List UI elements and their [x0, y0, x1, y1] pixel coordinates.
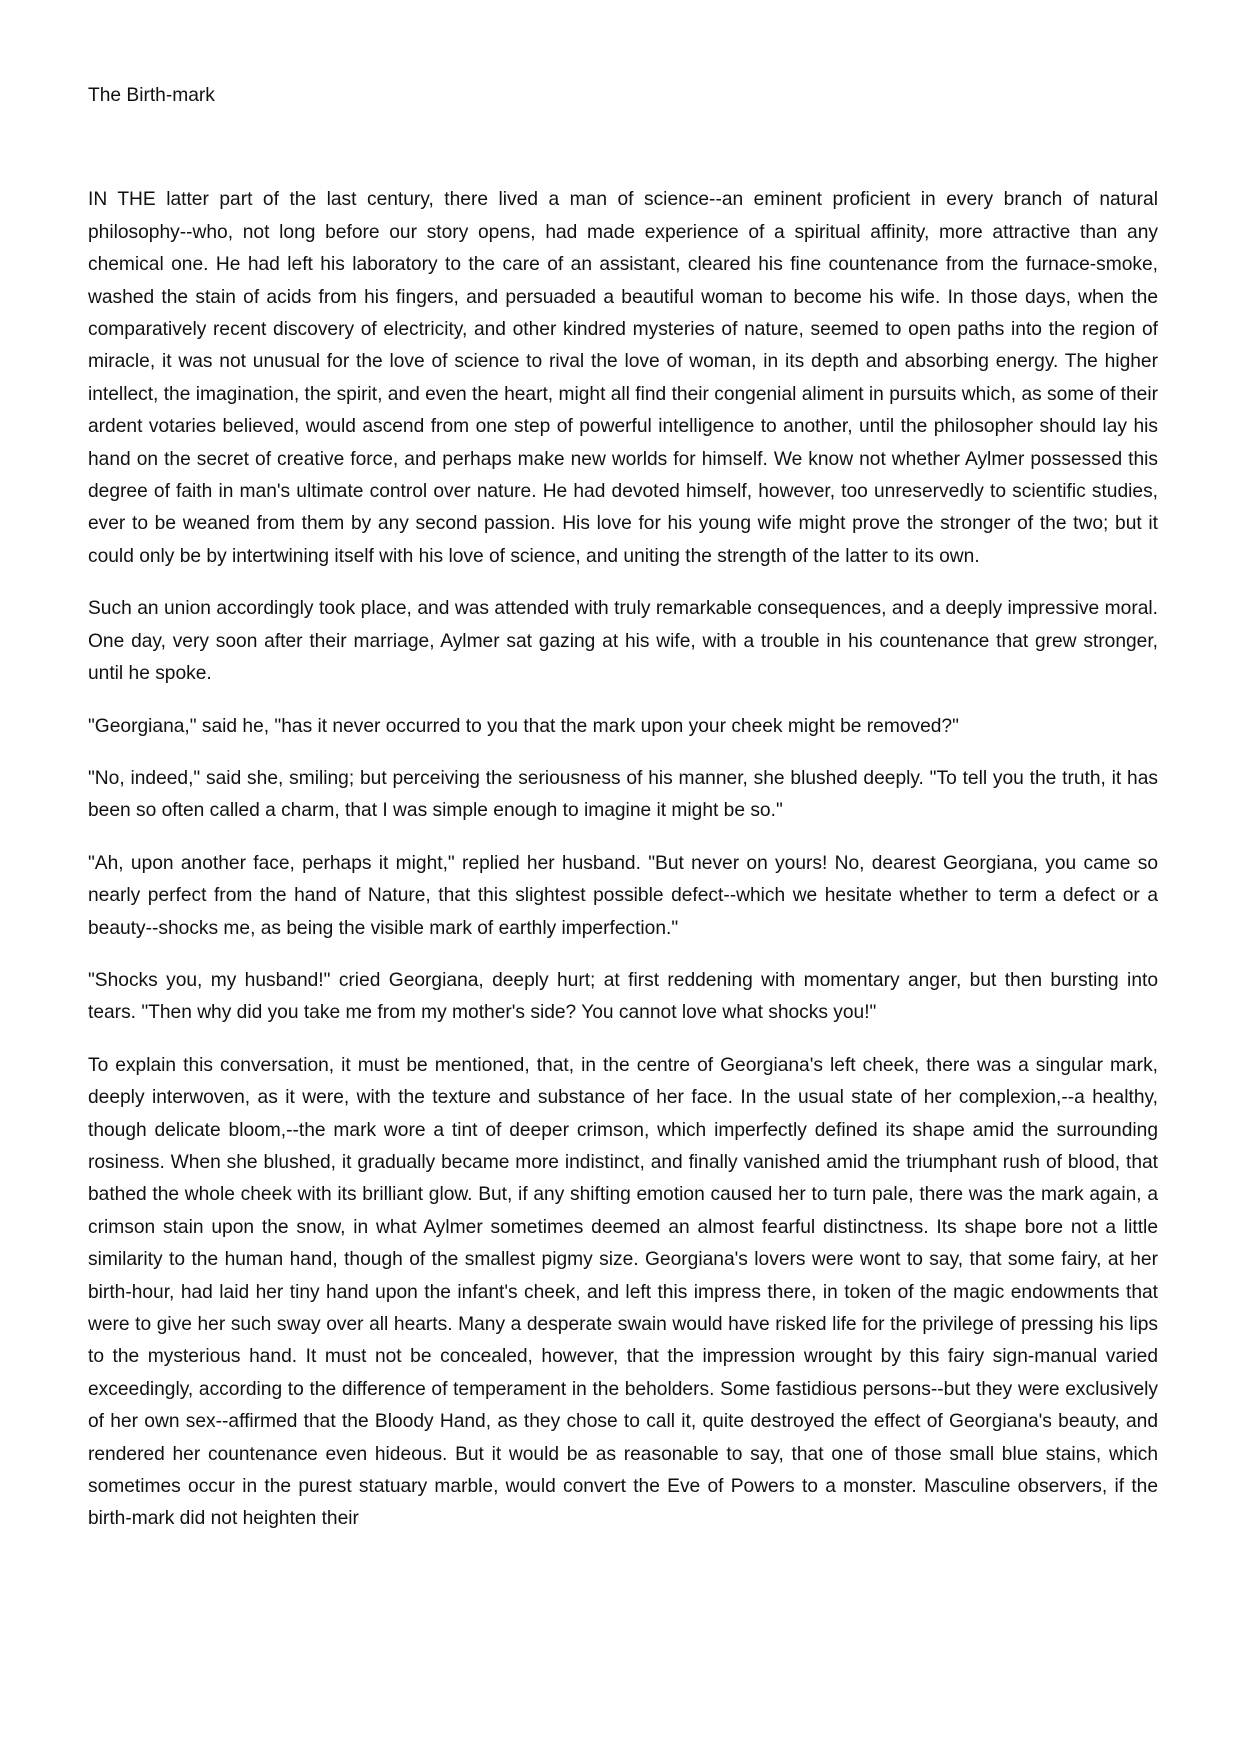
document-page — [88, 80, 1158, 1556]
paragraph-4: "No, indeed," said she, smiling; but perceiving the seriousness of his manner, she blushed deeply. "To tell you the truth, it has been so often called a charm, that I was simple enough to imagine it might be so." — [88, 767, 1158, 822]
paragraph-6: "Shocks you, my husband!" cried Georgiana, deeply hurt; at first reddening with momentary anger, but then bursting into tears. "Then why did you take me from my mother's side? You cannot love what shocks you!" — [88, 969, 1158, 1024]
paragraph-2: Such an union accordingly took place, and was attended with truly remarkable consequences, and a deeply impressive moral. One day, very soon after their marriage, Aylmer sat gazing at his wife, with a trouble in his countenance that grew stronger, until he spoke. — [88, 598, 1158, 685]
paragraph-5: "Ah, upon another face, perhaps it might," replied her husband. "But never on yours! No, dearest Georgiana, you came so nearly perfect from the hand of Nature, that this slightest possible defect--which we hesitate whether to term a defect or a beauty--shocks me, as being the visible mark of earthly imperfection." — [88, 852, 1158, 939]
paragraph-1: IN THE latter part of the last century, there lived a man of science--an eminent proficient in every branch of natural philosophy--who, not long before our story opens, had made experience of a spiritual affinity, more attractive than any chemical one. He had left his laboratory to the care of an assistant, cleared his fine countenance from the furnace-smoke, washed the stain of acids from his fingers, and persuaded a beautiful woman to become his wife. In those days, when the comparatively recent discovery of electricity, and other kindred mysteries of nature, seemed to open paths into the region of miracle, it was not unusual for the love of science to rival the love of woman, in its depth and absorbing energy. The higher intellect, the imagination, the spirit, and even the heart, might all find their congenial aliment in pursuits which, as some of their ardent votaries believed, would ascend from one step of powerful intelligence to another, until the philosopher should lay his hand on the secret of creative force, and perhaps make new worlds for himself. We know not whether Aylmer possessed this degree of faith in man's ultimate control over nature. He had devoted himself, however, too unreservedly to scientific studies, ever to be weaned from them by any second passion. His love for his young wife might prove the stronger of the two; but it could only be by intertwining itself with his love of science, and uniting the strength of the latter to its own. — [88, 189, 1158, 567]
document-title: The Birth-mark — [88, 85, 215, 106]
paragraph-7: To explain this conversation, it must be mentioned, that, in the centre of Georgiana's left cheek, there was a singular mark, deeply interwoven, as it were, with the texture and substance of her face. In the usual state of her complexion,--a healthy, though delicate bloom,--the mark wore a tint of deeper crimson, which imperfectly defined its shape amid the surrounding rosiness. When she blushed, it gradually became more indistinct, and finally vanished amid the triumphant rush of blood, that bathed the whole cheek with its brilliant glow. But, if any shifting emotion caused her to turn pale, there was the mark again, a crimson stain upon the snow, in what Aylmer sometimes deemed an almost fearful distinctness. Its shape bore not a little similarity to the human hand, though of the smallest pigmy size. Georgiana's lovers were wont to say, that some fairy, at her birth-hour, had laid her tiny hand upon the infant's cheek, and left this impress there, in token of the magic endowments that were to give her such sway over all hearts. Many a desperate swain would have risked life for the privilege of pressing his lips to the mysterious hand. It must not be concealed, however, that the impression wrought by this fairy sign-manual varied exceedingly, according to the difference of temperament in the beholders. Some fastidious persons--but they were exclusively of her own sex--affirmed that the Bloody Hand, as they chose to call it, quite destroyed the effect of Georgiana's beauty, and rendered her countenance even hideous. But it would be as reasonable to say, that one of those small blue stains, which sometimes occur in the purest statuary marble, would convert the Eve of Powers to a monster. Masculine observers, if the birth-mark did not heighten their — [88, 1054, 1158, 1530]
paragraph-3: "Georgiana," said he, "has it never occurred to you that the mark upon your cheek might be removed?" — [88, 715, 959, 737]
